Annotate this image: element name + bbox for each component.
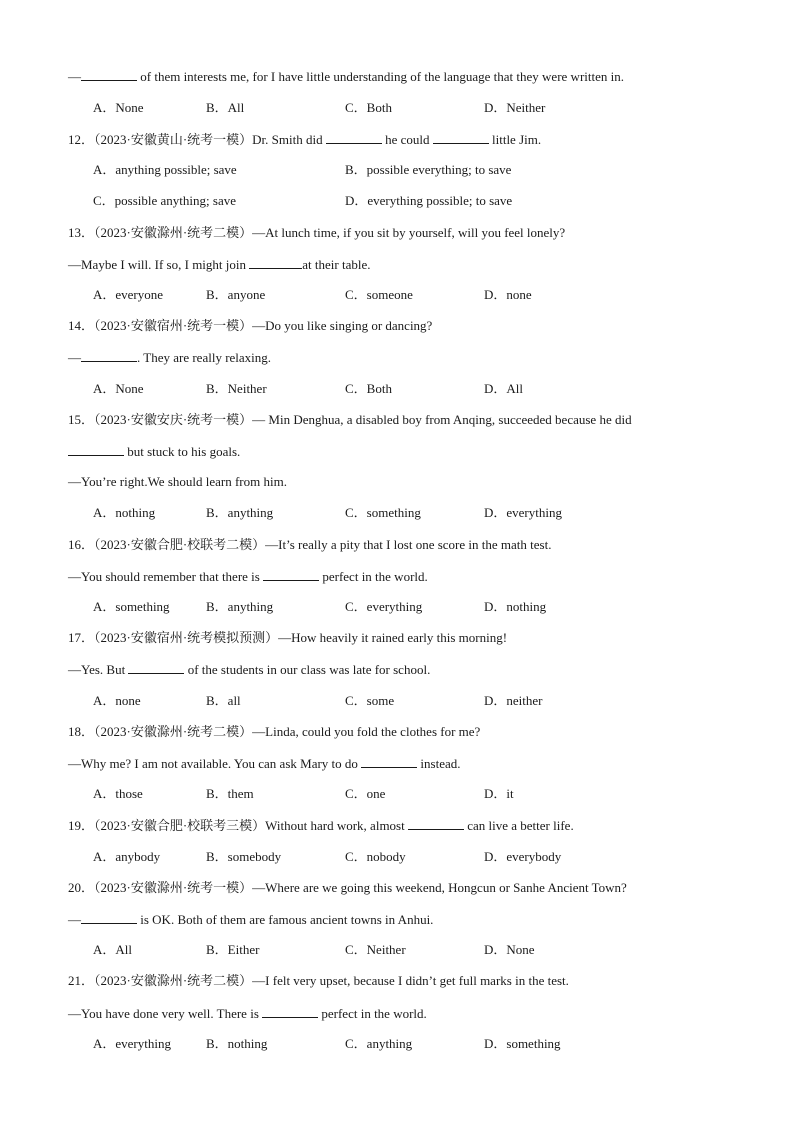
q11-option-c: C．Both bbox=[345, 100, 392, 115]
q20-option-d: D．None bbox=[484, 942, 535, 957]
q16-line1: 16．（2023·安徽合肥·校联考二模）—It’s really a pity that I lost one score in the math test. bbox=[68, 537, 552, 552]
q17-option-a: A．none bbox=[93, 693, 141, 708]
q21-option-a: A．everything bbox=[93, 1036, 171, 1051]
q13-line1: 13．（2023·安徽滁州·统考二模）—At lunch time, if you sit by yourself, will you feel lonely? bbox=[68, 225, 566, 240]
q14-line1: 14．（2023·安徽宿州·统考一模）—Do you like singing or dancing? bbox=[68, 318, 433, 333]
q17-line1: 17．（2023·安徽宿州·统考模拟预测）—How heavily it rained early this morning! bbox=[68, 630, 508, 645]
q11-option-d: D．Neither bbox=[484, 100, 546, 115]
q14-option-b: B．Neither bbox=[206, 381, 267, 396]
q12-option-d: D．everything possible; to save bbox=[345, 193, 513, 208]
q19-option-b: B．somebody bbox=[206, 849, 282, 864]
q12-option-c: C．possible anything; save bbox=[93, 193, 236, 208]
answer-blank bbox=[262, 1005, 318, 1018]
q20-option-b: B．Either bbox=[206, 942, 260, 957]
q14-option-a: A．None bbox=[93, 381, 144, 396]
q15-option-a: A．nothing bbox=[93, 505, 156, 520]
q13-line2: —Maybe I will. If so, I might join at their table. bbox=[68, 257, 371, 272]
q20-line1: 20．（2023·安徽滁州·统考一模）—Where are we going this weekend, Hongcun or Sanhe Ancient Town? bbox=[68, 880, 627, 895]
answer-blank bbox=[249, 256, 302, 269]
q19-option-c: C．nobody bbox=[345, 849, 406, 864]
q21-line1: 21．（2023·安徽滁州·统考二模）—I felt very upset, because I didn’t get full marks in the test. bbox=[68, 973, 569, 988]
q18-option-b: B．them bbox=[206, 786, 254, 801]
q20-option-c: C．Neither bbox=[345, 942, 406, 957]
q15-option-d: D．everything bbox=[484, 505, 562, 520]
q19-option-a: A．anybody bbox=[93, 849, 161, 864]
answer-blank bbox=[68, 443, 124, 456]
q11-option-a: A．None bbox=[93, 100, 144, 115]
q14-option-d: D．All bbox=[484, 381, 524, 396]
q19-option-d: D．everybody bbox=[484, 849, 562, 864]
q21-option-b: B．nothing bbox=[206, 1036, 268, 1051]
q13-option-d: D．none bbox=[484, 287, 532, 302]
q12-option-b: B．possible everything; to save bbox=[345, 162, 512, 177]
q14-line2: — . They are really relaxing. bbox=[68, 350, 272, 365]
answer-blank bbox=[81, 911, 137, 924]
q17-option-c: C．some bbox=[345, 693, 395, 708]
answer-blank bbox=[408, 817, 464, 830]
q14-option-c: C．Both bbox=[345, 381, 392, 396]
q15-line2: but stuck to his goals. bbox=[68, 443, 240, 460]
answer-blank bbox=[128, 661, 184, 674]
q16-option-a: A．something bbox=[93, 599, 170, 614]
q20-line2: — is OK. Both of them are famous ancient towns in Anhui. bbox=[68, 912, 434, 927]
q15-line3: —You’re right.We should learn from him. bbox=[68, 474, 287, 489]
q15-option-c: C．something bbox=[345, 505, 421, 520]
q15-line1: 15．（2023·安徽安庆·统考一模）— Min Denghua, a disabled boy from Anqing, succeeded because he did bbox=[68, 412, 632, 427]
q16-option-b: B．anything bbox=[206, 599, 274, 614]
q11-option-b: B．All bbox=[206, 100, 245, 115]
q18-line1: 18．（2023·安徽滁州·统考二模）—Linda, could you fold the clothes for me? bbox=[68, 724, 481, 739]
q21-line2: —You have done very well. There is perfect in the world. bbox=[68, 1006, 427, 1021]
q21-option-d: D．something bbox=[484, 1036, 561, 1051]
q17-option-d: D．neither bbox=[484, 693, 543, 708]
answer-blank bbox=[361, 755, 417, 768]
q16-line2: —You should remember that there is perfect in the world. bbox=[68, 569, 428, 584]
q11-line1: — of them interests me, for I have little understanding of the language that they were written in. bbox=[68, 69, 624, 84]
answer-blank bbox=[433, 131, 489, 144]
q19-stem: 19．（2023·安徽合肥·校联考三模）Without hard work, almost can live a better life. bbox=[68, 818, 574, 833]
q13-option-b: B．anyone bbox=[206, 287, 266, 302]
q17-line2: —Yes. But of the students in our class was late for school. bbox=[68, 662, 431, 677]
q13-option-a: A．everyone bbox=[93, 287, 164, 302]
q13-option-c: C．someone bbox=[345, 287, 413, 302]
answer-blank bbox=[263, 568, 319, 581]
q20-option-a: A．All bbox=[93, 942, 133, 957]
q16-option-c: C．everything bbox=[345, 599, 423, 614]
q15-option-b: B．anything bbox=[206, 505, 274, 520]
answer-blank bbox=[81, 68, 137, 81]
q16-option-d: D．nothing bbox=[484, 599, 547, 614]
q18-option-d: D．it bbox=[484, 786, 514, 801]
q12-option-a: A．anything possible; save bbox=[93, 162, 237, 177]
q21-option-c: C．anything bbox=[345, 1036, 413, 1051]
q18-line2: —Why me? I am not available. You can ask Mary to do instead. bbox=[68, 756, 461, 771]
q18-option-c: C．one bbox=[345, 786, 386, 801]
answer-blank bbox=[81, 349, 137, 362]
q18-option-a: A．those bbox=[93, 786, 143, 801]
answer-blank bbox=[326, 131, 382, 144]
q12-stem: 12．（2023·安徽黄山·统考一模）Dr. Smith did he could little Jim. bbox=[68, 132, 542, 147]
q17-option-b: B．all bbox=[206, 693, 241, 708]
